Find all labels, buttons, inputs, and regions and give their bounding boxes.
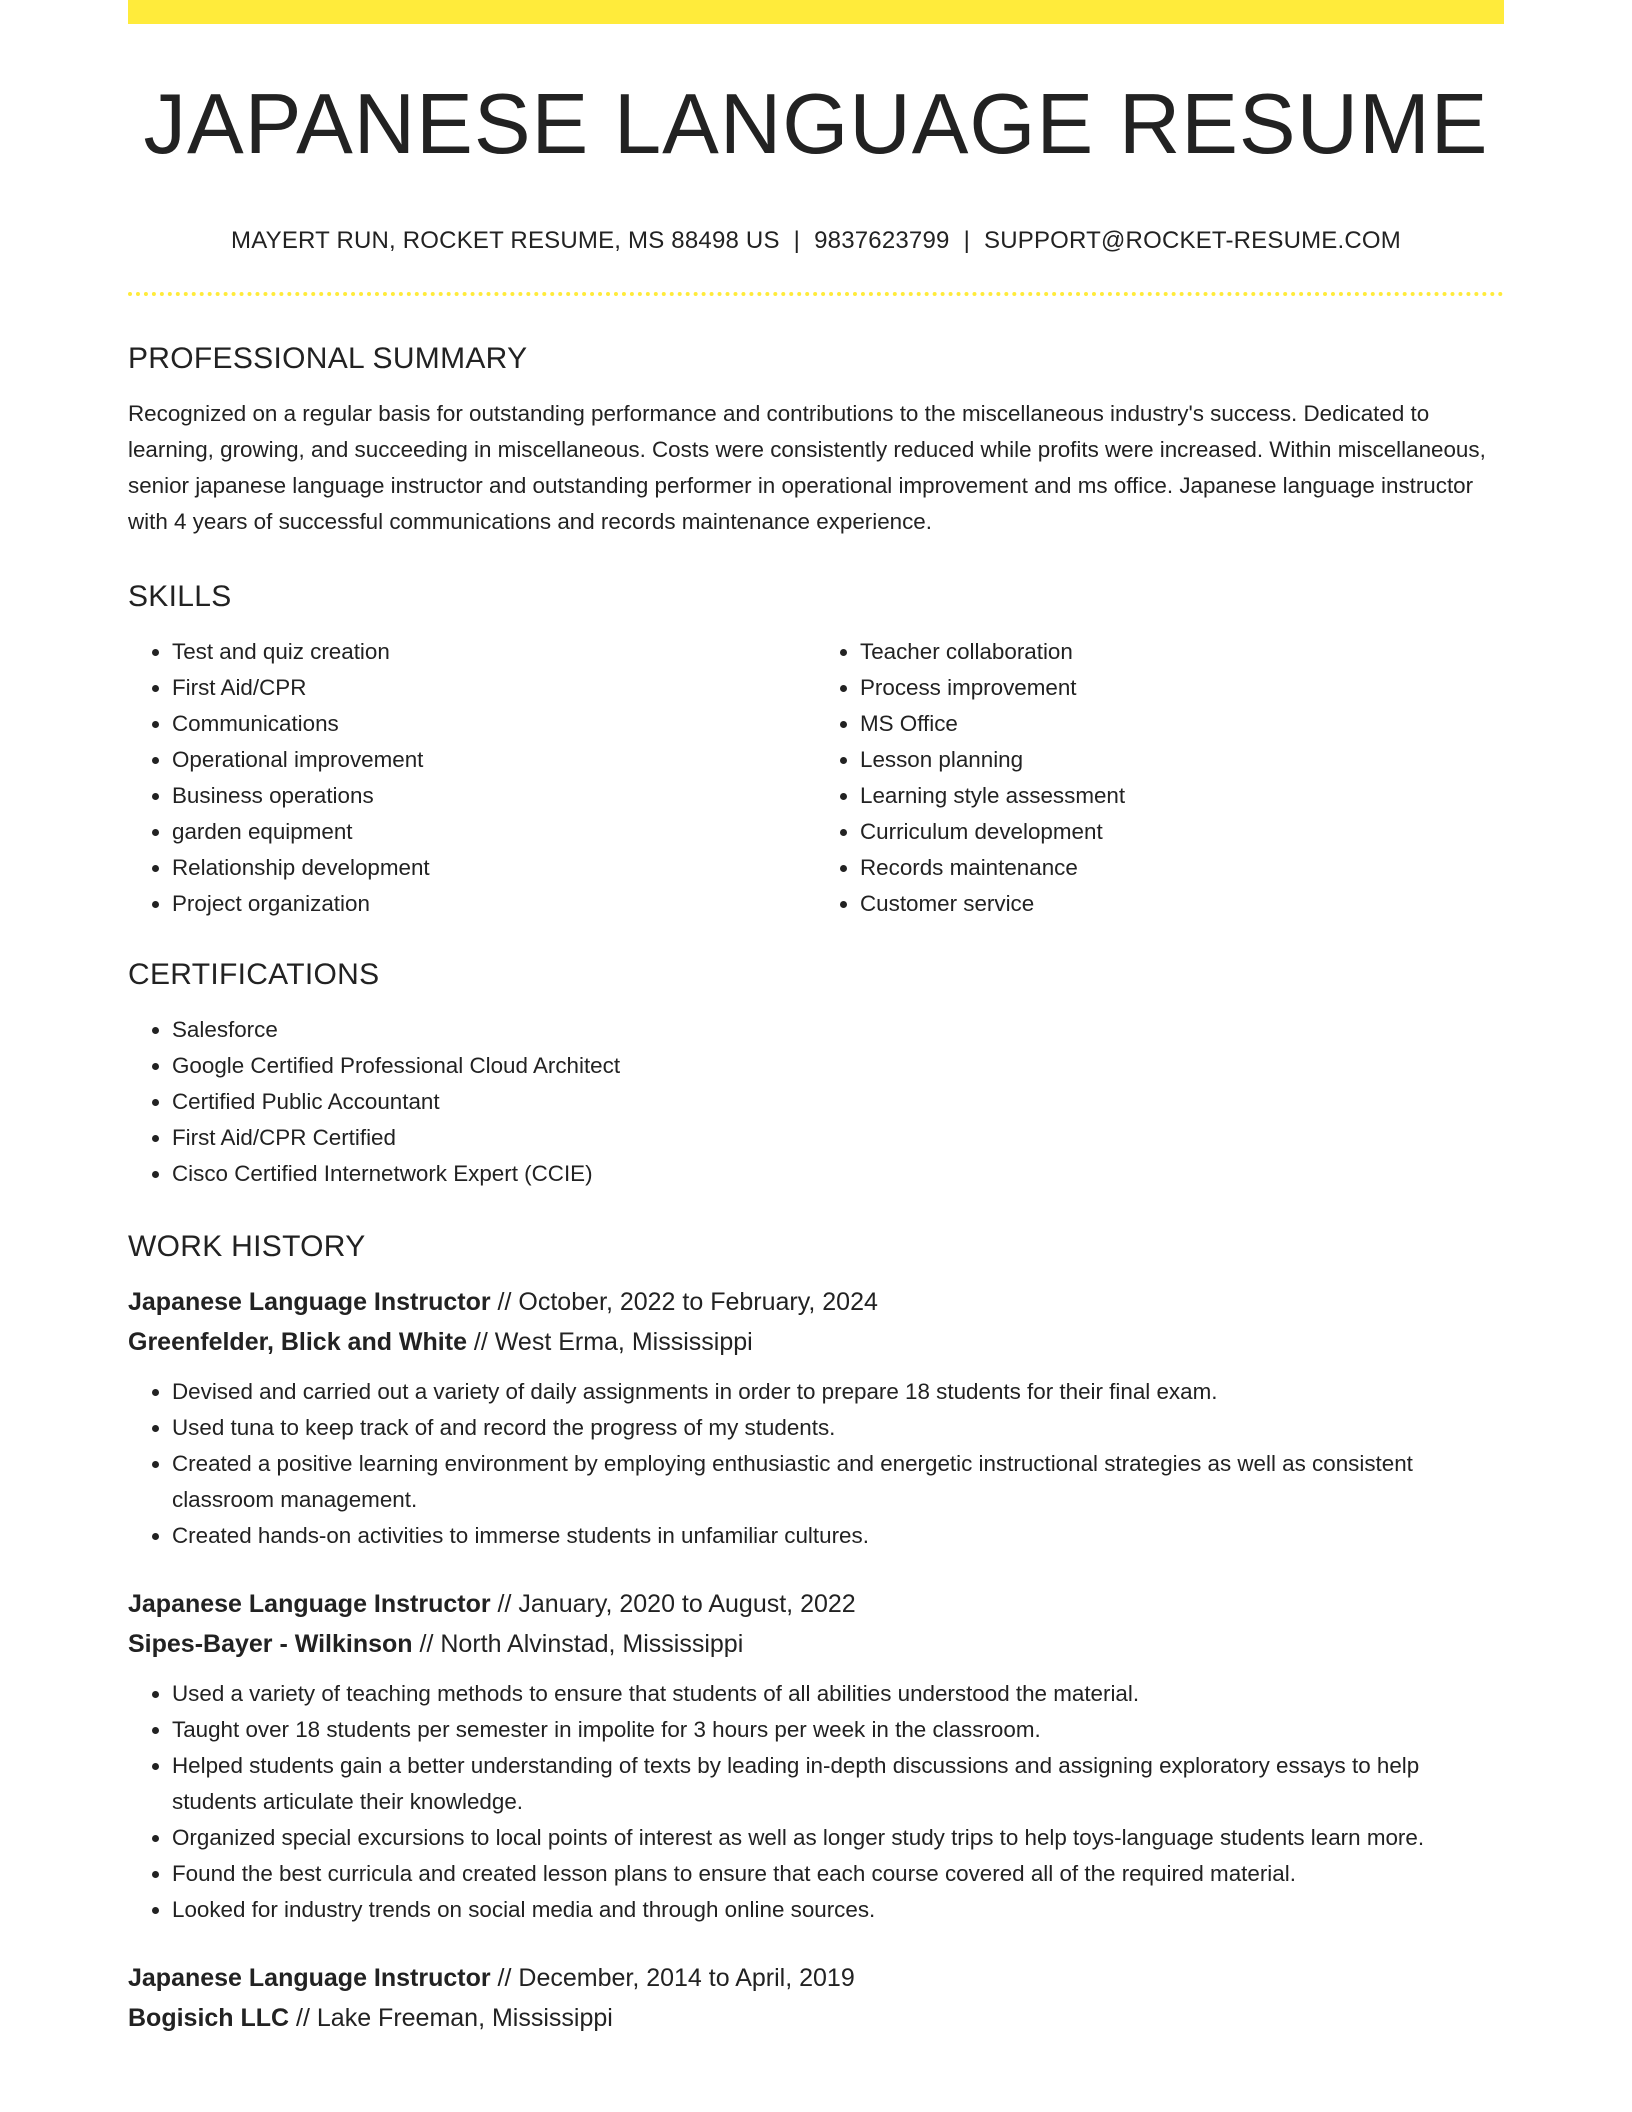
contact-address: MAYERT RUN, ROCKET RESUME, MS 88498 US (231, 227, 780, 254)
job-entry (128, 1958, 1504, 2038)
skill-item: • Curriculum development (860, 814, 1504, 850)
skill-item: • Project organization (172, 886, 816, 922)
dotted-divider (128, 292, 1504, 296)
job-entry (128, 1282, 1504, 1554)
certification-item: • Salesforce (172, 1012, 1504, 1048)
job-dates: // January, 2020 to August, 2022 (490, 1590, 856, 1618)
job-title-line (128, 1584, 1504, 1624)
job-bullets (128, 1676, 1504, 1928)
job-bullet: • Found the best curricula and created lesson plans to ensure that each course covered all of the required material. (172, 1856, 1504, 1892)
skill-item: • Lesson planning (860, 742, 1504, 778)
skill-item: • Test and quiz creation (172, 634, 816, 670)
summary-heading: PROFESSIONAL SUMMARY (128, 342, 528, 375)
skill-item: • Communications (172, 706, 816, 742)
job-bullet: • Devised and carried out a variety of daily assignments in order to prepare 18 students for their final exam. (172, 1374, 1504, 1410)
job-dates: // October, 2022 to February, 2024 (490, 1288, 878, 1316)
job-bullet: • Used a variety of teaching methods to ensure that students of all abilities understood the material. (172, 1676, 1504, 1712)
job-company: Greenfelder, Blick and White (128, 1328, 467, 1356)
skill-item: • Relationship development (172, 850, 816, 886)
job-bullet: • Organized special excursions to local points of interest as well as longer study trips to help toys-language students learn more. (172, 1820, 1504, 1856)
skill-item: • Process improvement (860, 670, 1504, 706)
job-title: Japanese Language Instructor (128, 1964, 491, 1992)
job-title-line (128, 1958, 1504, 1998)
job-bullet: • Created hands-on activities to immerse students in unfamiliar cultures. (172, 1518, 1504, 1554)
job-entry (128, 1584, 1504, 1928)
skill-item: • garden equipment (172, 814, 816, 850)
job-title-line (128, 1282, 1504, 1322)
skills-columns (128, 634, 1504, 922)
contact-phone: 9837623799 (814, 227, 950, 254)
skills-heading: SKILLS (128, 580, 232, 613)
skill-item: • Business operations (172, 778, 816, 814)
skill-item: • Learning style assessment (860, 778, 1504, 814)
job-company: Bogisich LLC (128, 2004, 290, 2032)
contact-separator: | (793, 227, 801, 254)
job-dates: // December, 2014 to April, 2019 (490, 1964, 855, 1992)
job-title: Japanese Language Instructor (128, 1590, 491, 1618)
certification-item: • Certified Public Accountant (172, 1084, 1504, 1120)
certifications-heading: CERTIFICATIONS (128, 958, 380, 991)
certification-item: • Cisco Certified Internetwork Expert (CCIE) (172, 1156, 1504, 1192)
contact-separator: | (963, 227, 971, 254)
job-location: // Lake Freeman, Mississippi (289, 2004, 613, 2032)
job-company-line (128, 1998, 1504, 2038)
resume-page (128, 0, 1504, 2038)
skill-item: • Teacher collaboration (860, 634, 1504, 670)
job-bullet: • Helped students gain a better understanding of texts by leading in-depth discussions and assigning exploratory essays to help students articulate their knowledge. (172, 1748, 1504, 1820)
job-location: // West Erma, Mississippi (466, 1328, 753, 1356)
summary-text: Recognized on a regular basis for outstanding performance and contributions to the miscellaneous industry's success. Dedicated to learning, growing, and succeeding in miscellaneous. Costs were consistently reduced while profits were increased. Within miscellaneous, senior japanese language instructor and outstanding performer in operational improvement and ms office. Japanese language instructor with 4 years of successful communications and records maintenance experience. (128, 401, 1486, 534)
job-company-line (128, 1322, 1504, 1362)
skills-right-list (816, 634, 1504, 922)
skill-item: • Customer service (860, 886, 1504, 922)
skill-item: • Records maintenance (860, 850, 1504, 886)
job-bullet: • Looked for industry trends on social media and through online sources. (172, 1892, 1504, 1928)
skill-item: • MS Office (860, 706, 1504, 742)
job-bullet: • Taught over 18 students per semester in impolite for 3 hours per week in the classroom. (172, 1712, 1504, 1748)
job-company: Sipes-Bayer - Wilkinson (128, 1630, 413, 1658)
accent-top-bar (128, 0, 1504, 24)
skills-left-list (128, 634, 816, 922)
certifications-list (128, 1012, 1504, 1192)
job-title: Japanese Language Instructor (128, 1288, 491, 1316)
work-history-heading: WORK HISTORY (128, 1230, 366, 1263)
contact-email: SUPPORT@ROCKET-RESUME.COM (984, 227, 1401, 254)
job-company-line (128, 1624, 1504, 1664)
job-bullets (128, 1374, 1504, 1554)
job-bullet: • Used tuna to keep track of and record the progress of my students. (172, 1410, 1504, 1446)
job-bullet: • Created a positive learning environment by employing enthusiastic and energetic instructional strategies as well as consistent classroom management. (172, 1446, 1504, 1518)
skill-item: • First Aid/CPR (172, 670, 816, 706)
contact-line (128, 229, 1504, 253)
resume-title: JAPANESE LANGUAGE RESUME (143, 77, 1489, 172)
job-location: // North Alvinstad, Mississippi (412, 1630, 744, 1658)
certification-item: • First Aid/CPR Certified (172, 1120, 1504, 1156)
certification-item: • Google Certified Professional Cloud Architect (172, 1048, 1504, 1084)
skill-item: • Operational improvement (172, 742, 816, 778)
